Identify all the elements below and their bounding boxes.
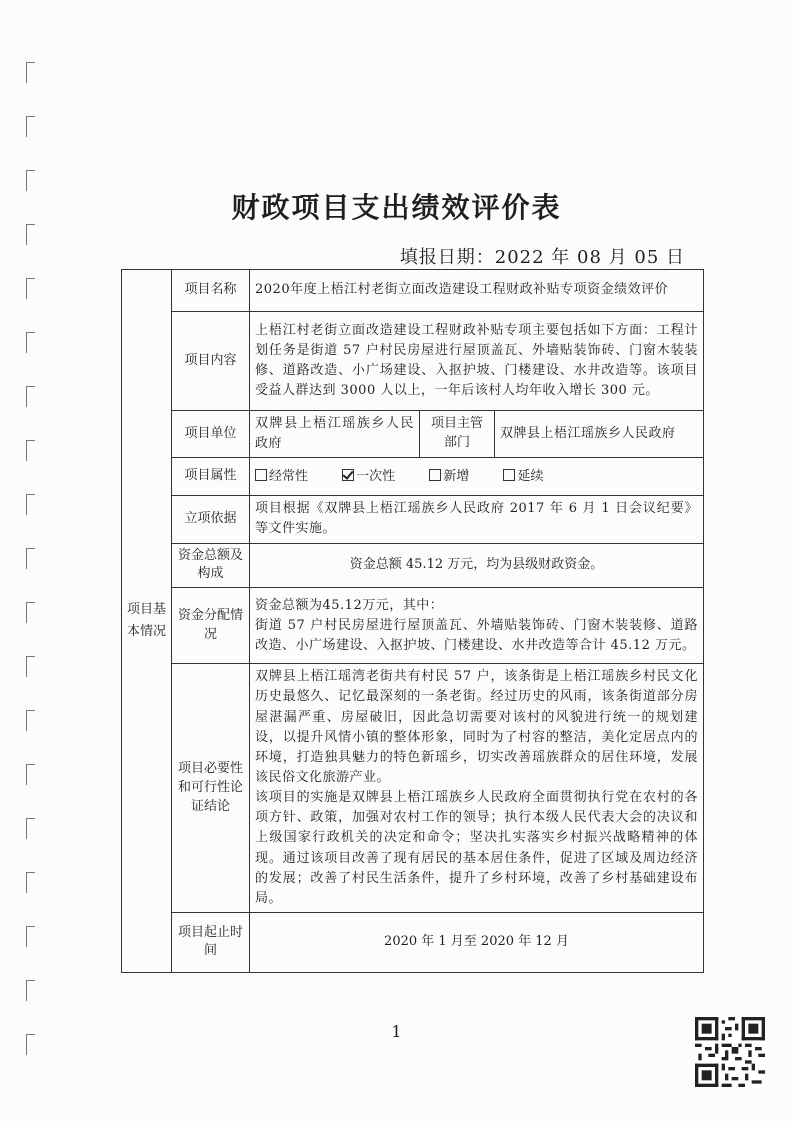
basis-label: 立项依据 xyxy=(172,496,250,543)
need-label: 项目必要性和可行性论证结论 xyxy=(172,664,250,913)
need-paragraph-1: 双牌县上梧江瑶湾老街共有村民 57 户，该条街是上梧江瑶族乡村民文化历史最悠久、记忆最深刻的一条老街。经过历史的风雨，该条街道部分房屋湛漏严重、房屋破旧，因此急切需要对该村的风貌进行统一的规划建设，以提升风情小镇的整体形象，同时为了村容的整洁，美化定居点内的环境，打造独具魅力的特色新瑶乡，切实改善瑶族群众的居住环境，发展该民俗文化旅游产业。 xyxy=(255,669,699,785)
period-value: 2020 年 1 月至 2020 年 12 月 xyxy=(250,912,704,972)
evaluation-table xyxy=(121,269,704,973)
checkbox-icon xyxy=(429,469,441,481)
page-number: 1 xyxy=(391,1022,402,1041)
attr-option-new[interactable]: 新增 xyxy=(429,467,469,487)
attr-options xyxy=(250,458,704,496)
need-value xyxy=(250,664,704,913)
need-paragraph-2: 该项目的实施是双牌县上梧江瑶族乡人民政府全面贯彻执行党在农村的各项方针、政策，加强对农村工作的领导；执行本级人民代表大会的决议和上级国家行政机关的决定和命令；坚决扎实落实乡村振兴战略精神的体现。通过该项目改善了现有居民的基本居住条件，促进了区域及周边经济的发展；改善了村民生活条件，提升了乡村环境，改善了乡村基础建设布局。 xyxy=(255,790,699,906)
qr-code-icon xyxy=(695,1017,765,1087)
unit-label: 项目单位 xyxy=(172,411,250,458)
basis-value: 项目根据《双牌县上梧江瑶族乡人民政府 2017 年 6 月 1 日会议纪要》等文件实施。 xyxy=(250,496,704,543)
dept-label: 项目主管部门 xyxy=(420,411,495,458)
dept-value: 双牌县上梧江瑶族乡人民政府 xyxy=(495,411,704,458)
page-title: 财政项目支出绩效评价表 xyxy=(231,191,562,224)
name-value: 2020年度上梧江村老街立面改造建设工程财政补贴专项资金绩效评价 xyxy=(250,270,704,312)
period-label: 项目起止时间 xyxy=(172,912,250,972)
content-label: 项目内容 xyxy=(172,312,250,411)
alloc-value-line2: 街道 57 户村民房屋进行屋顶盖瓦、外墙贴装饰砖、门窗木装装修、道路改造、小广场建设、入抠护坡、门楼建设、水井改造等合计 45.12 万元。 xyxy=(255,617,699,653)
content-value: 上梧江村老街立面改造建设工程财政补贴专项主要包括如下方面：工程计划任务是街道 57 户村民房屋进行屋顶盖瓦、外墙贴装饰砖、门窗木装装修、道路改造、小广场建设、入抠护坡、门楼建设、水井改造等。该项目受益人群达到 3000 人以上，一年后该村人均年收入增长 300 元。 xyxy=(250,312,704,411)
checkbox-icon xyxy=(503,469,515,481)
attr-option-regular[interactable]: 经常性 xyxy=(255,467,308,487)
name-label: 项目名称 xyxy=(172,270,250,312)
alloc-label: 资金分配情况 xyxy=(172,588,250,664)
unit-value: 双牌县上梧江瑶族乡人民政府 xyxy=(250,411,420,458)
attr-option-continue[interactable]: 延续 xyxy=(503,467,543,487)
fund-label: 资金总额及构成 xyxy=(172,543,250,588)
attr-option-onetime[interactable]: 一次性 xyxy=(342,467,395,487)
fund-value: 资金总额 45.12 万元，均为县级财政资金。 xyxy=(250,543,704,588)
attr-label: 项目属性 xyxy=(172,458,250,496)
checkbox-icon xyxy=(255,469,267,481)
alloc-value-line1: 资金总额为45.12万元，其中： xyxy=(255,597,444,613)
checkbox-checked-icon xyxy=(342,469,354,481)
section-label: 项目基本情况 xyxy=(122,270,172,973)
alloc-value xyxy=(250,588,704,664)
fill-date: 填报日期：2022 年 08 月 05 日 xyxy=(399,247,685,268)
